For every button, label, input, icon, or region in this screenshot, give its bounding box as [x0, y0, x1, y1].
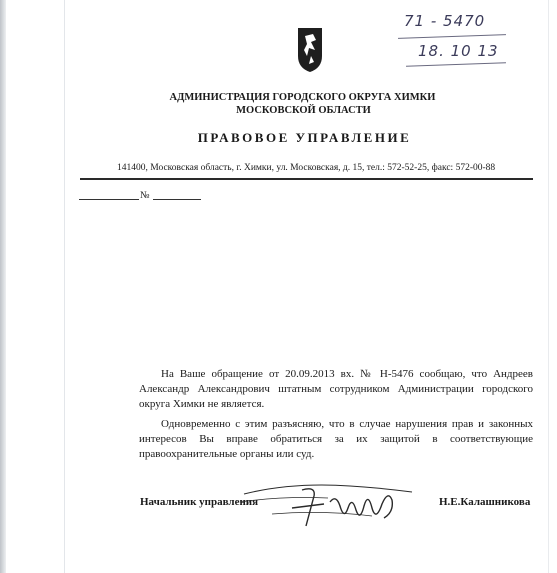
handwritten-signature — [232, 472, 432, 534]
outgoing-number-field — [153, 199, 201, 200]
registration-underline — [406, 62, 506, 66]
scan-artifact-line — [64, 0, 65, 573]
registration-date: 18. 10 13 — [418, 42, 499, 60]
outgoing-date-field — [79, 199, 139, 200]
coat-of-arms-icon — [295, 26, 325, 74]
department-title: ПРАВОВОЕ УПРАВЛЕНИЕ — [197, 130, 412, 145]
letter-paragraph-1: На Ваше обращение от 20.09.2013 вх. № Н-5476 сообщаю, что Андреев Александр Александрович штатным сотрудником Администрации городского округа Химки не является. — [139, 368, 533, 410]
number-sign: № — [140, 190, 150, 201]
header-divider — [80, 178, 533, 180]
address-line: 141400, Московская область, г. Химки, ул. Московская, д. 15, тел.: 572-52-25, факс: 572-00-88 — [117, 163, 496, 173]
signatory-name: Н.Е.Калашникова — [439, 496, 531, 508]
letter-paragraph-2: Одновременно с этим разъясняю, что в случае нарушения прав и законных интересов Вы вправе обратиться за их защитой в соответствующие правоохранительные органы или суд. — [139, 418, 533, 460]
registration-underline — [398, 34, 506, 39]
organization-name: АДМИНИСТРАЦИЯ ГОРОДСКОГО ОКРУГА ХИМКИ — [169, 92, 436, 103]
organization-region: МОСКОВСКОЙ ОБЛАСТИ — [236, 105, 371, 116]
registration-number: 71 - 5470 — [404, 12, 486, 30]
scan-artifact-line — [548, 0, 549, 573]
signatory-position: Начальник управления — [140, 496, 259, 508]
letter-body — [139, 367, 533, 462]
scan-edge — [0, 0, 6, 573]
